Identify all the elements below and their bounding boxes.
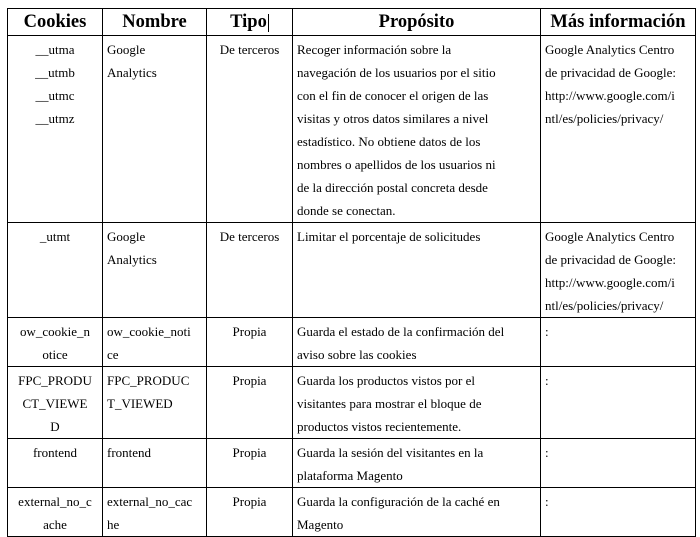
owner-line: Analytics	[107, 252, 157, 267]
purpose-cell	[293, 488, 541, 537]
cookie-name-line: ache	[43, 517, 67, 532]
purpose-line: productos vistos recientemente.	[297, 419, 462, 434]
cookie-name-line: _utmt	[39, 229, 71, 244]
owner-cell	[103, 367, 207, 439]
text-cursor	[268, 14, 269, 32]
cookie-name-line: __utmc	[35, 88, 75, 103]
purpose-line: Limitar el porcentaje de solicitudes	[297, 229, 481, 244]
owner-line: FPC_PRODUC	[107, 373, 190, 388]
cookie-name-cell	[8, 439, 103, 488]
type-text: Propia	[232, 373, 267, 388]
more-info-line: de privacidad de Google:	[545, 65, 677, 80]
purpose-line: de la dirección postal concreta desde	[297, 180, 488, 195]
owner-line: external_no_cac	[107, 494, 193, 509]
purpose-line: visitas y otros datos similares a nivel	[297, 111, 489, 126]
owner-line: he	[107, 517, 120, 532]
more-info-line: de privacidad de Google:	[545, 252, 677, 267]
cookie-name-line: otice	[42, 347, 68, 362]
type-text: Propia	[232, 324, 267, 339]
owner-line: T_VIEWED	[107, 396, 173, 411]
owner-line: frontend	[107, 445, 152, 460]
owner-line: ow_cookie_noti	[107, 324, 191, 339]
more-info-cell	[541, 223, 696, 318]
type-cell	[207, 488, 293, 537]
type-cell	[207, 367, 293, 439]
owner-cell	[103, 36, 207, 223]
type-cell	[207, 439, 293, 488]
cookie-name-cell	[8, 36, 103, 223]
more-info-line: ntl/es/policies/privacy/	[545, 111, 664, 126]
type-cell	[207, 318, 293, 367]
purpose-cell	[293, 36, 541, 223]
table-row	[8, 488, 696, 537]
purpose-line: plataforma Magento	[297, 468, 403, 483]
purpose-line: donde se conectan.	[297, 203, 396, 218]
purpose-line: Guarda la configuración de la caché en	[297, 494, 500, 509]
owner-cell	[103, 488, 207, 537]
purpose-line: aviso sobre las cookies	[297, 347, 417, 362]
more-info-cell	[541, 488, 696, 537]
purpose-line: con el fin de conocer el origen de las	[297, 88, 489, 103]
more-info-cell	[541, 318, 696, 367]
type-text: De terceros	[219, 42, 280, 57]
cookie-name-cell	[8, 223, 103, 318]
header-nombre: Nombre	[103, 9, 207, 36]
purpose-line: visitantes para mostrar el bloque de	[297, 396, 482, 411]
owner-cell	[103, 439, 207, 488]
header-tipo-label: Tipo	[230, 12, 267, 32]
purpose-cell	[293, 223, 541, 318]
purpose-line: Guarda el estado de la confirmación del	[297, 324, 505, 339]
more-info-line: :	[545, 373, 549, 388]
header-row	[8, 9, 696, 36]
more-info-line: http://www.google.com/i	[545, 275, 675, 290]
purpose-line: Guarda los productos vistos por el	[297, 373, 476, 388]
table-row	[8, 36, 696, 223]
header-proposito: Propósito	[293, 9, 541, 36]
cookie-name-line: CT_VIEWE	[22, 396, 88, 411]
cookie-name-line: FPC_PRODU	[18, 373, 92, 388]
cookie-name-line: D	[50, 419, 60, 434]
cookie-name-cell	[8, 367, 103, 439]
owner-cell	[103, 318, 207, 367]
purpose-cell	[293, 318, 541, 367]
more-info-line: Google Analytics Centro	[545, 229, 675, 244]
purpose-line: estadístico. No obtiene datos de los	[297, 134, 481, 149]
more-info-cell	[541, 36, 696, 223]
more-info-line: :	[545, 494, 549, 509]
more-info-line: http://www.google.com/i	[545, 88, 675, 103]
type-cell	[207, 36, 293, 223]
cookie-name-cell	[8, 318, 103, 367]
type-text: De terceros	[219, 229, 280, 244]
table-row	[8, 318, 696, 367]
table-row	[8, 367, 696, 439]
header-tipo	[207, 9, 293, 36]
type-cell	[207, 223, 293, 318]
purpose-line: Magento	[297, 517, 344, 532]
table-body	[8, 36, 696, 537]
cookie-name-line: frontend	[32, 445, 78, 460]
cookie-name-line: external_no_c	[18, 494, 92, 509]
purpose-line: Guarda la sesión del visitantes en la	[297, 445, 484, 460]
purpose-cell	[293, 367, 541, 439]
more-info-line: :	[545, 324, 549, 339]
purpose-line: Recoger información sobre la	[297, 42, 452, 57]
owner-cell	[103, 223, 207, 318]
cookie-name-cell	[8, 488, 103, 537]
purpose-line: nombres o apellidos de los usuarios ni	[297, 157, 496, 172]
cookie-name-line: __utma	[35, 42, 75, 57]
owner-line: ce	[107, 347, 119, 362]
purpose-cell	[293, 439, 541, 488]
cookie-name-line: __utmz	[35, 111, 75, 126]
table-row	[8, 223, 696, 318]
type-text: Propia	[232, 445, 267, 460]
cookie-name-line: __utmb	[35, 65, 75, 80]
more-info-line: Google Analytics Centro	[545, 42, 675, 57]
header-cookies: Cookies	[8, 9, 103, 36]
purpose-line: navegación de los usuarios por el sitio	[297, 65, 496, 80]
owner-line: Google	[107, 229, 146, 244]
table-row	[8, 439, 696, 488]
more-info-line: ntl/es/policies/privacy/	[545, 298, 664, 313]
more-info-cell	[541, 367, 696, 439]
more-info-cell	[541, 439, 696, 488]
owner-line: Google	[107, 42, 146, 57]
cookie-name-line: ow_cookie_n	[19, 324, 91, 339]
type-text: Propia	[232, 494, 267, 509]
more-info-line: :	[545, 445, 549, 460]
cookies-table	[7, 8, 696, 537]
owner-line: Analytics	[107, 65, 157, 80]
header-mas-informacion: Más información	[541, 9, 696, 36]
